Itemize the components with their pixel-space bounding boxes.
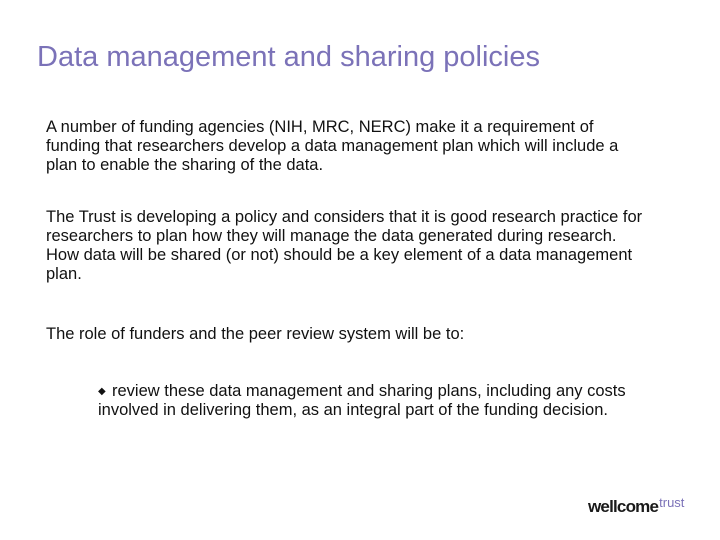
paragraph-trust-policy: The Trust is developing a policy and considers that it is good research practice for researchers to plan how they will manage the data generated during research. How data will be shared (or not) should be a key element of a data management plan.	[46, 208, 643, 283]
paragraph-role-of-funders: The role of funders and the peer review system will be to:	[46, 325, 465, 343]
logo-main-text: wellcome	[588, 497, 659, 516]
bullet-text: review these data management and sharing plans, including any costs involved in delivering them, as an integral part of the funding decision.	[98, 382, 626, 419]
slide-title: Data management and sharing policies	[37, 41, 540, 73]
wellcome-trust-logo	[588, 495, 684, 517]
diamond-bullet-icon: ◆	[98, 386, 106, 397]
logo-sub-text: trust	[659, 495, 685, 510]
paragraph-funding-requirements: A number of funding agencies (NIH, MRC, NERC) make it a requirement of funding that researchers develop a data management plan which will include a plan to enable the sharing of the data.	[46, 118, 619, 174]
bullet-item	[98, 382, 638, 420]
